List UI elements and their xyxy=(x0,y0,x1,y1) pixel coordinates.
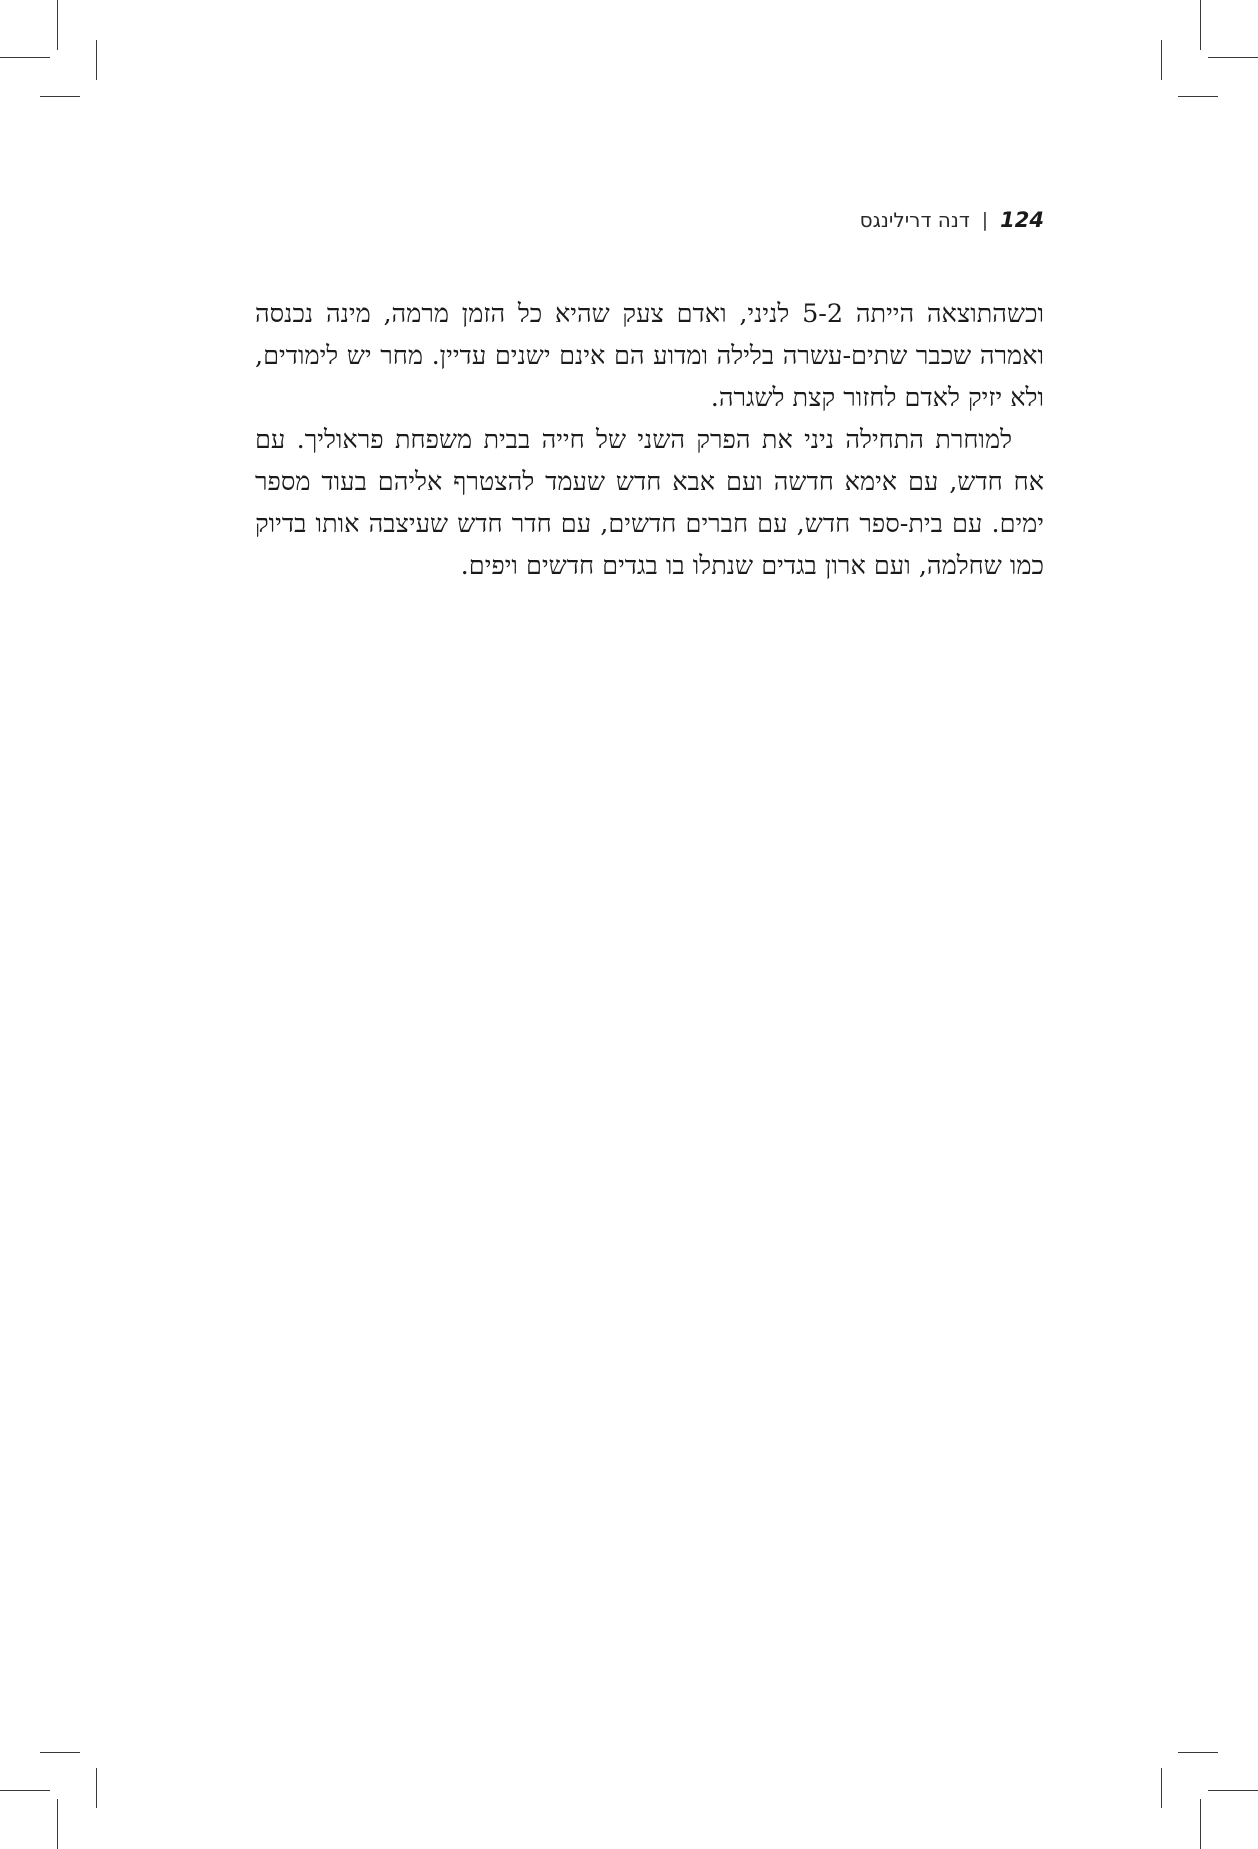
page-number: 124 xyxy=(1000,208,1044,232)
crop-mark-bottom-right-horizontal-inner xyxy=(1178,1752,1218,1753)
crop-mark-bottom-right-vertical xyxy=(1200,1799,1201,1849)
crop-mark-top-left-vertical-inner xyxy=(96,40,97,80)
crop-mark-top-left-horizontal xyxy=(0,57,50,58)
body-text xyxy=(255,293,1044,587)
header-separator: | xyxy=(981,209,989,231)
crop-mark-bottom-left-vertical xyxy=(57,1799,58,1849)
paragraph-2: למוחרת התחילה ניני את הפרק השני של חייה בבית משפחת פראוליך. עם אח חדש, עם אימא חדשה ועם אבא חדש שעמד להצטרף אליהם בעוד מספר ימים. עם בית-ספר חדש, עם חברים חדשים, עם חדר חדש שעיצבה אותו בדיוק כמו שחלמה, ועם ארון בגדים שנתלו בו בגדים חדשים ויפים. xyxy=(255,425,1044,581)
running-head-author: דנה דרילינגס xyxy=(859,208,970,232)
crop-mark-bottom-left-vertical-inner xyxy=(96,1768,97,1808)
crop-mark-bottom-right-horizontal xyxy=(1208,1790,1258,1791)
crop-mark-top-right-vertical xyxy=(1200,0,1201,50)
crop-mark-bottom-right-vertical-inner xyxy=(1161,1768,1162,1808)
crop-mark-top-left-vertical xyxy=(57,0,58,50)
crop-mark-top-right-horizontal xyxy=(1208,57,1258,58)
crop-mark-bottom-left-horizontal-inner xyxy=(40,1752,80,1753)
crop-mark-top-right-vertical-inner xyxy=(1161,40,1162,80)
running-head xyxy=(860,208,1044,232)
crop-mark-top-left-horizontal-inner xyxy=(40,96,80,97)
crop-mark-bottom-left-horizontal xyxy=(0,1790,50,1791)
crop-mark-top-right-horizontal-inner xyxy=(1178,96,1218,97)
paragraph-1: וכשהתוצאה הייתה 5-2 לניני, ואדם צעק שהיא כל הזמן מרמה, מינה נכנסה ואמרה שכבר שתים-עשרה בלילה ומדוע הם אינם ישנים עדיין. מחר יש לימודים, ולא יזיק לאדם לחזור קצת לשגרה. xyxy=(255,299,1044,413)
